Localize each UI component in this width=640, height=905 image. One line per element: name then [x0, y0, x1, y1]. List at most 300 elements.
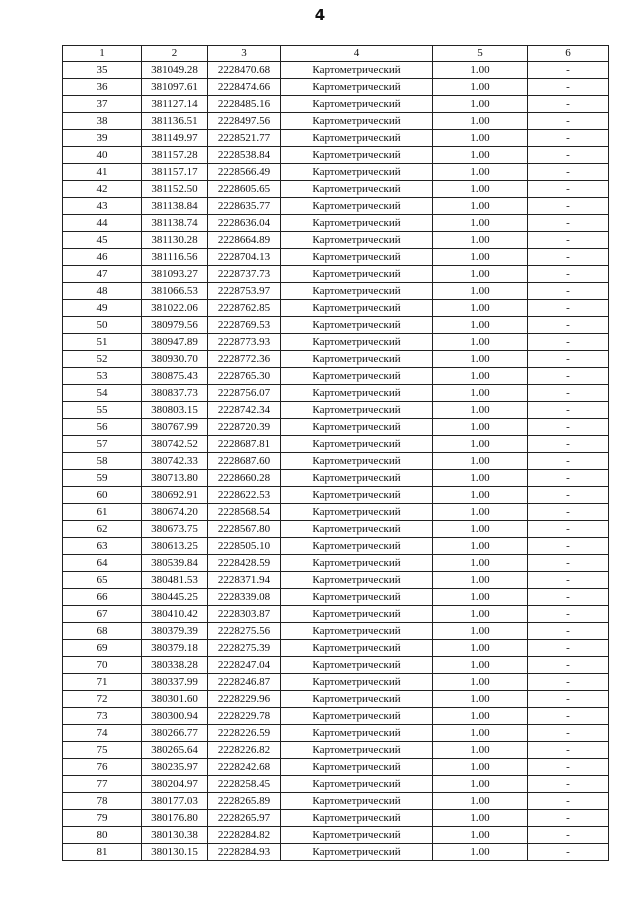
- note-cell: -: [528, 181, 609, 198]
- point-number-cell: 65: [63, 572, 142, 589]
- page-number: 4: [314, 6, 326, 24]
- table-row: [63, 793, 609, 810]
- point-number-cell: 67: [63, 606, 142, 623]
- point-number-cell: 49: [63, 300, 142, 317]
- method-cell: Картометрический: [281, 470, 433, 487]
- note-cell: -: [528, 283, 609, 300]
- coord-x-cell: 380692.91: [142, 487, 208, 504]
- accuracy-cell: 1.00: [433, 368, 528, 385]
- coord-x-cell: 380713.80: [142, 470, 208, 487]
- coord-y-cell: 2228275.39: [208, 640, 281, 657]
- note-cell: -: [528, 232, 609, 249]
- note-cell: -: [528, 487, 609, 504]
- table-row: [63, 334, 609, 351]
- coord-y-cell: 2228265.89: [208, 793, 281, 810]
- coord-x-cell: 380742.52: [142, 436, 208, 453]
- point-number-cell: 74: [63, 725, 142, 742]
- accuracy-cell: 1.00: [433, 113, 528, 130]
- point-number-cell: 50: [63, 317, 142, 334]
- table-row: [63, 657, 609, 674]
- method-cell: Картометрический: [281, 334, 433, 351]
- accuracy-cell: 1.00: [433, 810, 528, 827]
- method-cell: Картометрический: [281, 538, 433, 555]
- method-cell: Картометрический: [281, 385, 433, 402]
- point-number-cell: 73: [63, 708, 142, 725]
- point-number-cell: 46: [63, 249, 142, 266]
- note-cell: -: [528, 96, 609, 113]
- point-number-cell: 42: [63, 181, 142, 198]
- coord-x-cell: 380176.80: [142, 810, 208, 827]
- table-row: [63, 776, 609, 793]
- coord-y-cell: 2228720.39: [208, 419, 281, 436]
- note-cell: -: [528, 606, 609, 623]
- accuracy-cell: 1.00: [433, 657, 528, 674]
- table-row: [63, 181, 609, 198]
- coord-x-cell: 380947.89: [142, 334, 208, 351]
- note-cell: -: [528, 793, 609, 810]
- coord-y-cell: 2228664.89: [208, 232, 281, 249]
- coord-y-cell: 2228687.81: [208, 436, 281, 453]
- table-row: [63, 844, 609, 861]
- accuracy-cell: 1.00: [433, 266, 528, 283]
- method-cell: Картометрический: [281, 113, 433, 130]
- table-row: [63, 827, 609, 844]
- table-row: [63, 640, 609, 657]
- coord-y-cell: 2228765.30: [208, 368, 281, 385]
- point-number-cell: 78: [63, 793, 142, 810]
- coord-x-cell: 381127.14: [142, 96, 208, 113]
- coord-x-cell: 381157.28: [142, 147, 208, 164]
- point-number-cell: 77: [63, 776, 142, 793]
- coord-x-cell: 381130.28: [142, 232, 208, 249]
- coord-x-cell: 381136.51: [142, 113, 208, 130]
- method-cell: Картометрический: [281, 623, 433, 640]
- accuracy-cell: 1.00: [433, 623, 528, 640]
- coord-x-cell: 381138.74: [142, 215, 208, 232]
- method-cell: Картометрический: [281, 130, 433, 147]
- note-cell: -: [528, 79, 609, 96]
- accuracy-cell: 1.00: [433, 334, 528, 351]
- note-cell: -: [528, 436, 609, 453]
- coord-y-cell: 2228497.56: [208, 113, 281, 130]
- method-cell: Картометрический: [281, 164, 433, 181]
- accuracy-cell: 1.00: [433, 351, 528, 368]
- method-cell: Картометрический: [281, 181, 433, 198]
- coord-x-cell: 381152.50: [142, 181, 208, 198]
- point-number-cell: 60: [63, 487, 142, 504]
- method-cell: Картометрический: [281, 62, 433, 79]
- coord-y-cell: 2228229.78: [208, 708, 281, 725]
- header-col-1: 1: [63, 46, 142, 62]
- note-cell: -: [528, 113, 609, 130]
- table-row: [63, 555, 609, 572]
- method-cell: Картометрический: [281, 419, 433, 436]
- table-row: [63, 742, 609, 759]
- accuracy-cell: 1.00: [433, 487, 528, 504]
- accuracy-cell: 1.00: [433, 640, 528, 657]
- note-cell: -: [528, 504, 609, 521]
- method-cell: Картометрический: [281, 266, 433, 283]
- note-cell: -: [528, 742, 609, 759]
- accuracy-cell: 1.00: [433, 215, 528, 232]
- table-row: [63, 96, 609, 113]
- coord-x-cell: 380265.64: [142, 742, 208, 759]
- coord-x-cell: 380338.28: [142, 657, 208, 674]
- accuracy-cell: 1.00: [433, 130, 528, 147]
- coord-y-cell: 2228226.82: [208, 742, 281, 759]
- point-number-cell: 61: [63, 504, 142, 521]
- note-cell: -: [528, 419, 609, 436]
- coord-x-cell: 380235.97: [142, 759, 208, 776]
- method-cell: Картометрический: [281, 708, 433, 725]
- table-row: [63, 589, 609, 606]
- coord-y-cell: 2228470.68: [208, 62, 281, 79]
- table-row: [63, 623, 609, 640]
- table-row: [63, 725, 609, 742]
- point-number-cell: 57: [63, 436, 142, 453]
- coord-y-cell: 2228687.60: [208, 453, 281, 470]
- method-cell: Картометрический: [281, 283, 433, 300]
- coord-y-cell: 2228265.97: [208, 810, 281, 827]
- coord-y-cell: 2228284.93: [208, 844, 281, 861]
- method-cell: Картометрический: [281, 657, 433, 674]
- table-row: [63, 606, 609, 623]
- accuracy-cell: 1.00: [433, 521, 528, 538]
- note-cell: -: [528, 334, 609, 351]
- accuracy-cell: 1.00: [433, 742, 528, 759]
- method-cell: Картометрический: [281, 96, 433, 113]
- coord-x-cell: 381138.84: [142, 198, 208, 215]
- point-number-cell: 43: [63, 198, 142, 215]
- accuracy-cell: 1.00: [433, 589, 528, 606]
- table-row: [63, 249, 609, 266]
- method-cell: Картометрический: [281, 742, 433, 759]
- note-cell: -: [528, 844, 609, 861]
- table-row: [63, 419, 609, 436]
- table-row: [63, 385, 609, 402]
- note-cell: -: [528, 589, 609, 606]
- header-col-3: 3: [208, 46, 281, 62]
- header-col-5: 5: [433, 46, 528, 62]
- coord-y-cell: 2228566.49: [208, 164, 281, 181]
- note-cell: -: [528, 725, 609, 742]
- method-cell: Картометрический: [281, 640, 433, 657]
- point-number-cell: 47: [63, 266, 142, 283]
- method-cell: Картометрический: [281, 691, 433, 708]
- note-cell: -: [528, 521, 609, 538]
- method-cell: Картометрический: [281, 402, 433, 419]
- coord-y-cell: 2228753.97: [208, 283, 281, 300]
- note-cell: -: [528, 708, 609, 725]
- coord-x-cell: 381093.27: [142, 266, 208, 283]
- accuracy-cell: 1.00: [433, 198, 528, 215]
- method-cell: Картометрический: [281, 198, 433, 215]
- table-row: [63, 708, 609, 725]
- point-number-cell: 81: [63, 844, 142, 861]
- note-cell: -: [528, 623, 609, 640]
- accuracy-cell: 1.00: [433, 385, 528, 402]
- accuracy-cell: 1.00: [433, 249, 528, 266]
- coord-x-cell: 380177.03: [142, 793, 208, 810]
- note-cell: -: [528, 759, 609, 776]
- coord-x-cell: 380379.18: [142, 640, 208, 657]
- accuracy-cell: 1.00: [433, 453, 528, 470]
- coord-y-cell: 2228762.85: [208, 300, 281, 317]
- note-cell: -: [528, 555, 609, 572]
- coord-x-cell: 380481.53: [142, 572, 208, 589]
- note-cell: -: [528, 164, 609, 181]
- coord-y-cell: 2228521.77: [208, 130, 281, 147]
- note-cell: -: [528, 215, 609, 232]
- table-row: [63, 147, 609, 164]
- accuracy-cell: 1.00: [433, 776, 528, 793]
- coord-x-cell: 380875.43: [142, 368, 208, 385]
- table-row: [63, 759, 609, 776]
- coord-x-cell: 380837.73: [142, 385, 208, 402]
- accuracy-cell: 1.00: [433, 538, 528, 555]
- point-number-cell: 41: [63, 164, 142, 181]
- coord-y-cell: 2228229.96: [208, 691, 281, 708]
- point-number-cell: 69: [63, 640, 142, 657]
- coord-y-cell: 2228303.87: [208, 606, 281, 623]
- coord-y-cell: 2228773.93: [208, 334, 281, 351]
- method-cell: Картометрический: [281, 589, 433, 606]
- coord-x-cell: 380979.56: [142, 317, 208, 334]
- note-cell: -: [528, 351, 609, 368]
- table-row: [63, 351, 609, 368]
- coord-y-cell: 2228567.80: [208, 521, 281, 538]
- accuracy-cell: 1.00: [433, 164, 528, 181]
- accuracy-cell: 1.00: [433, 232, 528, 249]
- note-cell: -: [528, 640, 609, 657]
- table-row: [63, 674, 609, 691]
- coord-y-cell: 2228226.59: [208, 725, 281, 742]
- accuracy-cell: 1.00: [433, 708, 528, 725]
- point-number-cell: 35: [63, 62, 142, 79]
- method-cell: Картометрический: [281, 147, 433, 164]
- table-row: [63, 215, 609, 232]
- point-number-cell: 68: [63, 623, 142, 640]
- accuracy-cell: 1.00: [433, 606, 528, 623]
- accuracy-cell: 1.00: [433, 759, 528, 776]
- point-number-cell: 56: [63, 419, 142, 436]
- accuracy-cell: 1.00: [433, 79, 528, 96]
- table-row: [63, 402, 609, 419]
- coord-y-cell: 2228737.73: [208, 266, 281, 283]
- method-cell: Картометрический: [281, 555, 433, 572]
- method-cell: Картометрический: [281, 810, 433, 827]
- coord-y-cell: 2228246.87: [208, 674, 281, 691]
- point-number-cell: 64: [63, 555, 142, 572]
- point-number-cell: 76: [63, 759, 142, 776]
- table-row: [63, 453, 609, 470]
- note-cell: -: [528, 776, 609, 793]
- table-row: [63, 368, 609, 385]
- point-number-cell: 75: [63, 742, 142, 759]
- coord-y-cell: 2228505.10: [208, 538, 281, 555]
- point-number-cell: 58: [63, 453, 142, 470]
- coord-x-cell: 380337.99: [142, 674, 208, 691]
- table-row: [63, 266, 609, 283]
- coord-x-cell: 381116.56: [142, 249, 208, 266]
- point-number-cell: 80: [63, 827, 142, 844]
- note-cell: -: [528, 402, 609, 419]
- coord-y-cell: 2228660.28: [208, 470, 281, 487]
- point-number-cell: 59: [63, 470, 142, 487]
- accuracy-cell: 1.00: [433, 555, 528, 572]
- table-body: [63, 62, 609, 861]
- note-cell: -: [528, 657, 609, 674]
- coord-x-cell: 380803.15: [142, 402, 208, 419]
- coord-y-cell: 2228428.59: [208, 555, 281, 572]
- table-row: [63, 487, 609, 504]
- coord-x-cell: 380379.39: [142, 623, 208, 640]
- point-number-cell: 38: [63, 113, 142, 130]
- note-cell: -: [528, 810, 609, 827]
- point-number-cell: 40: [63, 147, 142, 164]
- coord-x-cell: 380445.25: [142, 589, 208, 606]
- method-cell: Картометрический: [281, 521, 433, 538]
- coord-x-cell: 381022.06: [142, 300, 208, 317]
- table-row: [63, 810, 609, 827]
- table-row: [63, 436, 609, 453]
- accuracy-cell: 1.00: [433, 725, 528, 742]
- accuracy-cell: 1.00: [433, 147, 528, 164]
- note-cell: -: [528, 62, 609, 79]
- point-number-cell: 39: [63, 130, 142, 147]
- coord-x-cell: 380673.75: [142, 521, 208, 538]
- method-cell: Картометрический: [281, 572, 433, 589]
- coord-x-cell: 380130.15: [142, 844, 208, 861]
- coord-y-cell: 2228474.66: [208, 79, 281, 96]
- coord-x-cell: 380674.20: [142, 504, 208, 521]
- coord-y-cell: 2228756.07: [208, 385, 281, 402]
- method-cell: Картометрический: [281, 232, 433, 249]
- accuracy-cell: 1.00: [433, 436, 528, 453]
- note-cell: -: [528, 538, 609, 555]
- header-col-6: 6: [528, 46, 609, 62]
- accuracy-cell: 1.00: [433, 181, 528, 198]
- coord-x-cell: 381049.28: [142, 62, 208, 79]
- note-cell: -: [528, 368, 609, 385]
- table-row: [63, 164, 609, 181]
- coord-y-cell: 2228247.04: [208, 657, 281, 674]
- method-cell: Картометрический: [281, 300, 433, 317]
- coord-y-cell: 2228772.36: [208, 351, 281, 368]
- coord-x-cell: 380742.33: [142, 453, 208, 470]
- coord-x-cell: 380930.70: [142, 351, 208, 368]
- method-cell: Картометрический: [281, 844, 433, 861]
- method-cell: Картометрический: [281, 759, 433, 776]
- note-cell: -: [528, 249, 609, 266]
- method-cell: Картометрический: [281, 776, 433, 793]
- note-cell: -: [528, 453, 609, 470]
- coord-y-cell: 2228769.53: [208, 317, 281, 334]
- point-number-cell: 62: [63, 521, 142, 538]
- method-cell: Картометрический: [281, 79, 433, 96]
- coord-y-cell: 2228485.16: [208, 96, 281, 113]
- accuracy-cell: 1.00: [433, 844, 528, 861]
- coord-x-cell: 381157.17: [142, 164, 208, 181]
- table-row: [63, 317, 609, 334]
- coord-x-cell: 380613.25: [142, 538, 208, 555]
- point-number-cell: 54: [63, 385, 142, 402]
- table-row: [63, 198, 609, 215]
- note-cell: -: [528, 691, 609, 708]
- coord-y-cell: 2228704.13: [208, 249, 281, 266]
- point-number-cell: 72: [63, 691, 142, 708]
- method-cell: Картометрический: [281, 504, 433, 521]
- coord-x-cell: 381097.61: [142, 79, 208, 96]
- accuracy-cell: 1.00: [433, 283, 528, 300]
- method-cell: Картометрический: [281, 351, 433, 368]
- method-cell: Картометрический: [281, 215, 433, 232]
- accuracy-cell: 1.00: [433, 470, 528, 487]
- coord-x-cell: 380266.77: [142, 725, 208, 742]
- table-row: [63, 470, 609, 487]
- point-number-cell: 44: [63, 215, 142, 232]
- coord-x-cell: 380539.84: [142, 555, 208, 572]
- coord-x-cell: 380130.38: [142, 827, 208, 844]
- table-row: [63, 130, 609, 147]
- point-number-cell: 37: [63, 96, 142, 113]
- accuracy-cell: 1.00: [433, 402, 528, 419]
- table-row: [63, 572, 609, 589]
- table-row: [63, 79, 609, 96]
- coord-y-cell: 2228635.77: [208, 198, 281, 215]
- note-cell: -: [528, 674, 609, 691]
- table-row: [63, 232, 609, 249]
- note-cell: -: [528, 317, 609, 334]
- point-number-cell: 36: [63, 79, 142, 96]
- coord-y-cell: 2228284.82: [208, 827, 281, 844]
- coord-y-cell: 2228605.65: [208, 181, 281, 198]
- method-cell: Картометрический: [281, 368, 433, 385]
- note-cell: -: [528, 385, 609, 402]
- header-col-4: 4: [281, 46, 433, 62]
- table-row: [63, 691, 609, 708]
- method-cell: Картометрический: [281, 606, 433, 623]
- accuracy-cell: 1.00: [433, 62, 528, 79]
- point-number-cell: 53: [63, 368, 142, 385]
- table-row: [63, 62, 609, 79]
- point-number-cell: 66: [63, 589, 142, 606]
- accuracy-cell: 1.00: [433, 419, 528, 436]
- coord-y-cell: 2228275.56: [208, 623, 281, 640]
- coord-x-cell: 380410.42: [142, 606, 208, 623]
- note-cell: -: [528, 470, 609, 487]
- table-row: [63, 521, 609, 538]
- point-number-cell: 63: [63, 538, 142, 555]
- method-cell: Картометрический: [281, 827, 433, 844]
- accuracy-cell: 1.00: [433, 691, 528, 708]
- note-cell: -: [528, 130, 609, 147]
- method-cell: Картометрический: [281, 674, 433, 691]
- method-cell: Картометрический: [281, 725, 433, 742]
- accuracy-cell: 1.00: [433, 96, 528, 113]
- method-cell: Картометрический: [281, 317, 433, 334]
- point-number-cell: 48: [63, 283, 142, 300]
- note-cell: -: [528, 266, 609, 283]
- coord-x-cell: 380300.94: [142, 708, 208, 725]
- table-row: [63, 283, 609, 300]
- accuracy-cell: 1.00: [433, 793, 528, 810]
- coord-y-cell: 2228242.68: [208, 759, 281, 776]
- coord-y-cell: 2228339.08: [208, 589, 281, 606]
- accuracy-cell: 1.00: [433, 504, 528, 521]
- coord-y-cell: 2228568.54: [208, 504, 281, 521]
- coord-y-cell: 2228371.94: [208, 572, 281, 589]
